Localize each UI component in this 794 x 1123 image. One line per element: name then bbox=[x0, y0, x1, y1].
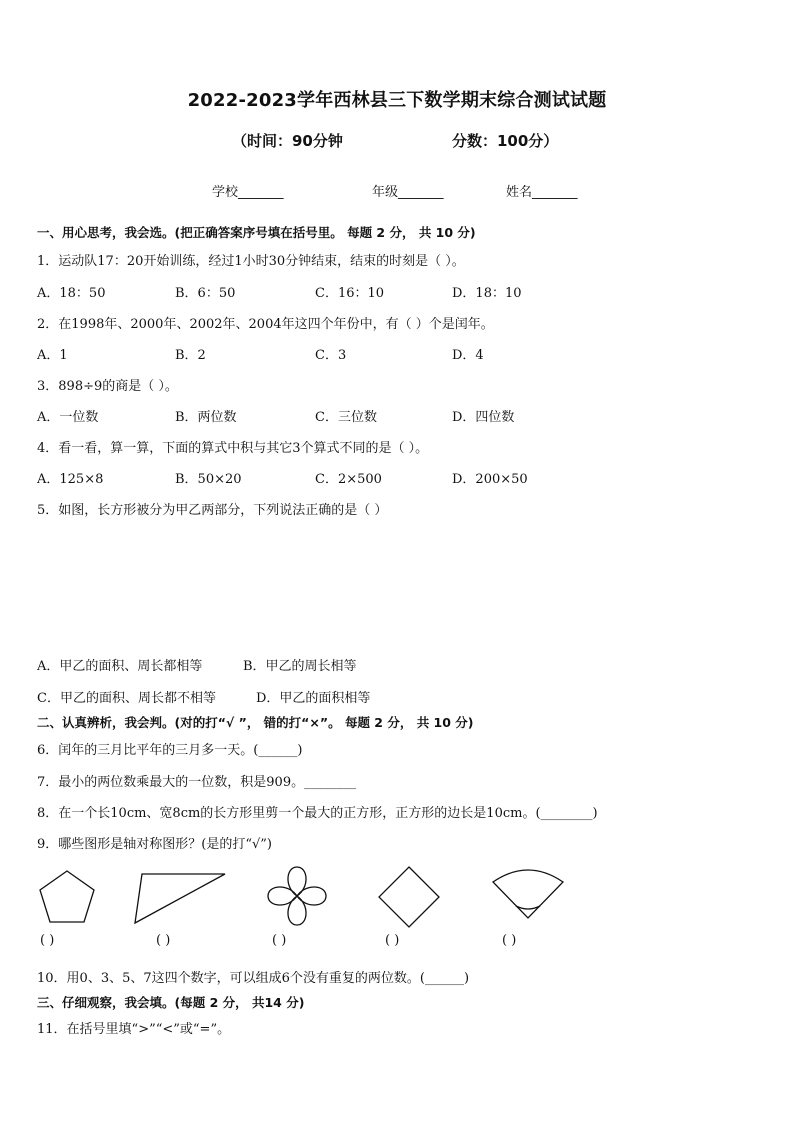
exam-score: 分数：100分） bbox=[452, 132, 559, 150]
question-3: 3．898÷9的商是（ ）。 bbox=[37, 379, 178, 394]
question-5: 5．如图，长方形被分为甲乙两部分，下列说法正确的是（ ） bbox=[37, 503, 388, 518]
question-11: 11．在括号里填“>”“<”或“=”。 bbox=[37, 1022, 231, 1037]
question-2: 2．在1998年、2000年、2002年、2004年这四个年份中，有（ ）个是闰年。 bbox=[37, 317, 494, 332]
school-field: 学校_______ bbox=[212, 185, 284, 200]
question-9: 9．哪些图形是轴对称图形？(是的打“√”) bbox=[37, 837, 272, 852]
question-10: 10．用0、3、5、7这四个数字，可以组成6个没有重复的两位数。(______) bbox=[37, 971, 470, 986]
question-8: 8．在一个长10cm、宽8cm的长方形里剪一个最大的正方形，正方形的边长是10cm。(________) bbox=[37, 806, 598, 821]
grade-field: 年级_______ bbox=[372, 185, 444, 200]
question-4: 4．看一看，算一算，下面的算式中积与其它3个算式不同的是（ ）。 bbox=[37, 441, 429, 456]
section-1-heading: 一、用心思考，我会选。(把正确答案序号填在括号里。 每题 2 分， 共 10 分) bbox=[37, 225, 476, 240]
question-6: 6．闰年的三月比平年的三月多一天。(______) bbox=[37, 743, 303, 758]
q1-option-b: B．6：50 bbox=[175, 286, 236, 301]
q4-option-a: A．125×8 bbox=[37, 472, 104, 487]
q1-option-c: C．16：10 bbox=[315, 286, 385, 301]
q9-answer-bracket-5[interactable]: ( ) bbox=[502, 933, 517, 948]
q4-option-b: B．50×20 bbox=[175, 472, 242, 487]
q5-option-b: B．甲乙的周长相等 bbox=[243, 659, 357, 674]
page-title: 2022-2023学年西林县三下数学期末综合测试试题 bbox=[187, 90, 607, 111]
q2-option-d: D．4 bbox=[452, 348, 484, 363]
q9-answer-bracket-2[interactable]: ( ) bbox=[156, 933, 171, 948]
q5-option-c: C．甲乙的面积、周长都不相等 bbox=[37, 691, 216, 706]
exam-time: （时间：90分钟 bbox=[232, 132, 343, 150]
diamond-icon bbox=[376, 864, 442, 930]
q3-option-b: B．两位数 bbox=[175, 410, 237, 425]
fan-icon bbox=[489, 866, 567, 922]
pentagon-icon bbox=[37, 868, 97, 926]
q3-option-a: A．一位数 bbox=[37, 410, 99, 425]
q9-answer-bracket-1[interactable]: ( ) bbox=[40, 933, 55, 948]
q5-option-d: D．甲乙的面积相等 bbox=[256, 691, 371, 706]
four-leaf-flower-icon bbox=[265, 864, 329, 928]
q9-answer-bracket-3[interactable]: ( ) bbox=[272, 933, 287, 948]
question-1: 1．运动队17：20开始训练，经过1小时30分钟结束，结束的时刻是（ ）。 bbox=[37, 254, 465, 269]
q3-option-c: C．三位数 bbox=[315, 410, 377, 425]
section-3-heading: 三、仔细观察，我会填。(每题 2 分， 共14 分) bbox=[37, 995, 305, 1010]
question-7: 7．最小的两位数乘最大的一位数，积是909。________ bbox=[37, 775, 357, 790]
q2-option-c: C．3 bbox=[315, 348, 347, 363]
q3-option-d: D．四位数 bbox=[452, 410, 515, 425]
q2-option-a: A．1 bbox=[37, 348, 68, 363]
q4-option-c: C．2×500 bbox=[315, 472, 382, 487]
q1-option-d: D．18：10 bbox=[452, 286, 522, 301]
q9-answer-bracket-4[interactable]: ( ) bbox=[385, 933, 400, 948]
triangle-icon bbox=[132, 870, 230, 926]
q4-option-d: D．200×50 bbox=[452, 472, 528, 487]
q2-option-b: B．2 bbox=[175, 348, 206, 363]
q1-option-a: A．18：50 bbox=[37, 286, 106, 301]
name-field: 姓名_______ bbox=[506, 185, 578, 200]
q5-option-a: A．甲乙的面积、周长都相等 bbox=[37, 659, 203, 674]
section-2-heading: 二、认真辨析，我会判。(对的打“√ ”， 错的打“×”。 每题 2 分， 共 10 分) bbox=[37, 715, 474, 730]
